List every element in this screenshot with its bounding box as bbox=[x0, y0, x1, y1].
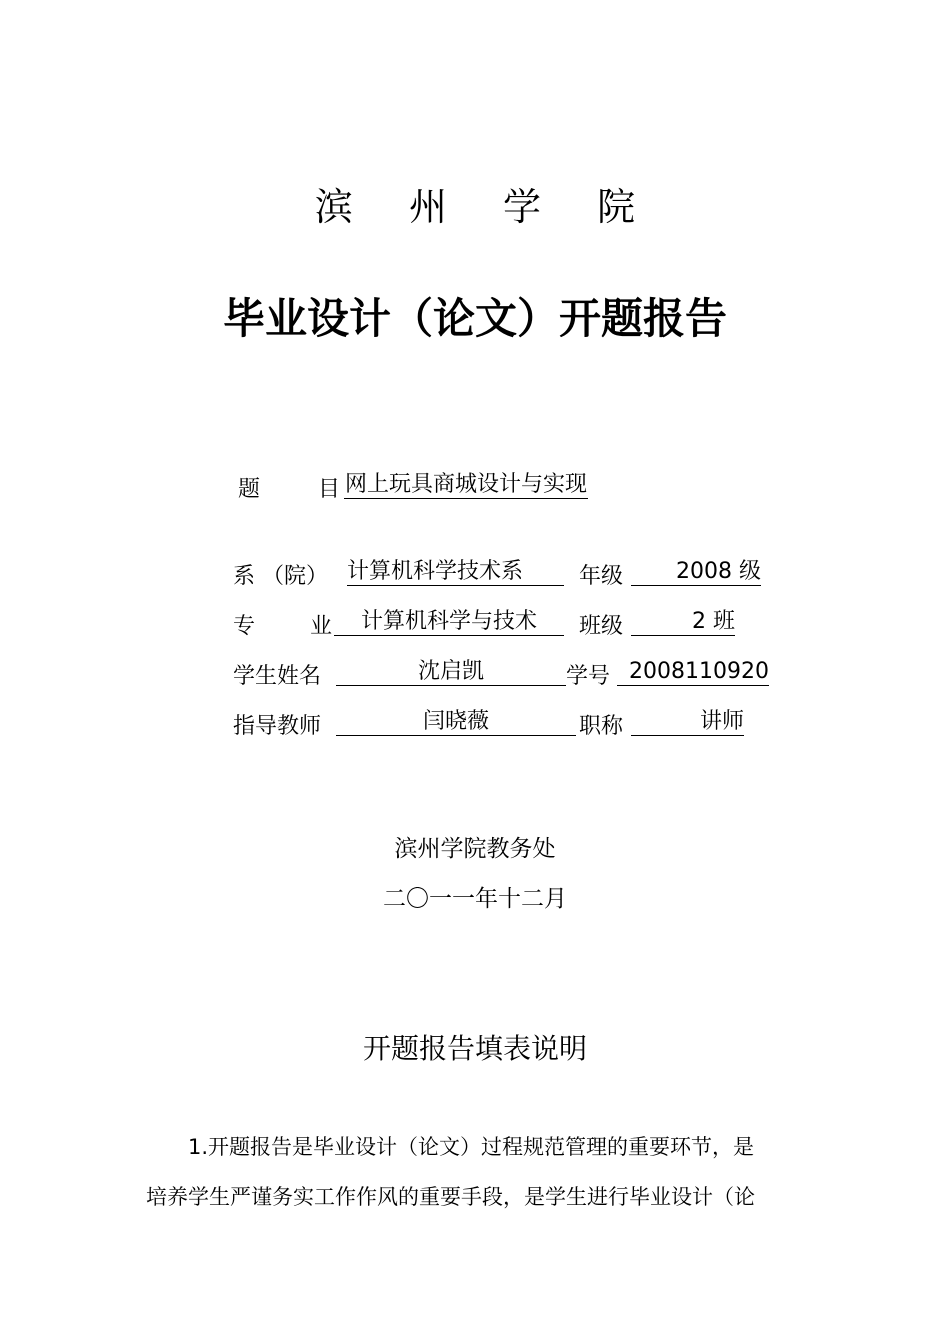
advisor-title-label: 职称 bbox=[579, 714, 624, 739]
instructions-line-1: 1.开题报告是毕业设计（论文）过程规范管理的重要环节，是 bbox=[188, 1135, 755, 1159]
school-name: 滨 州 学 院 bbox=[314, 185, 658, 229]
topic-value: 网上玩具商城设计与实现 bbox=[345, 472, 588, 497]
student-label: 学生姓名 bbox=[233, 664, 322, 689]
dept-value: 计算机科学技术系 bbox=[347, 559, 564, 586]
major-value: 计算机科学与技术 bbox=[334, 609, 564, 636]
student-value: 沈启凯 bbox=[336, 659, 566, 686]
topic-label-a: 题 bbox=[238, 477, 261, 502]
instructions-line-2: 培养学生严谨务实工作作风的重要手段，是学生进行毕业设计（论 bbox=[146, 1185, 755, 1209]
instructions-heading: 开题报告填表说明 bbox=[362, 1032, 587, 1065]
advisor-value: 闫晓薇 bbox=[336, 709, 576, 736]
advisor-title-value: 讲师 bbox=[631, 709, 744, 736]
student-id-label: 学号 bbox=[566, 664, 611, 689]
report-title: 毕业设计（论文）开题报告 bbox=[222, 294, 727, 343]
topic-label-b: 目 bbox=[318, 477, 341, 502]
dept-label: 系 （院） bbox=[233, 564, 328, 589]
grade-label: 年级 bbox=[579, 564, 624, 589]
major-label-a: 专 bbox=[233, 614, 256, 639]
major-label-b: 业 bbox=[310, 614, 333, 639]
advisor-label: 指导教师 bbox=[233, 714, 322, 739]
student-id-value: 2008110920 bbox=[617, 659, 769, 686]
class-value: 2 班 bbox=[631, 609, 735, 636]
issue-date: 二〇一一年十二月 bbox=[383, 886, 567, 912]
class-label: 班级 bbox=[579, 614, 624, 639]
grade-value: 2008 级 bbox=[631, 559, 761, 586]
issuing-office: 滨州学院教务处 bbox=[394, 836, 556, 862]
